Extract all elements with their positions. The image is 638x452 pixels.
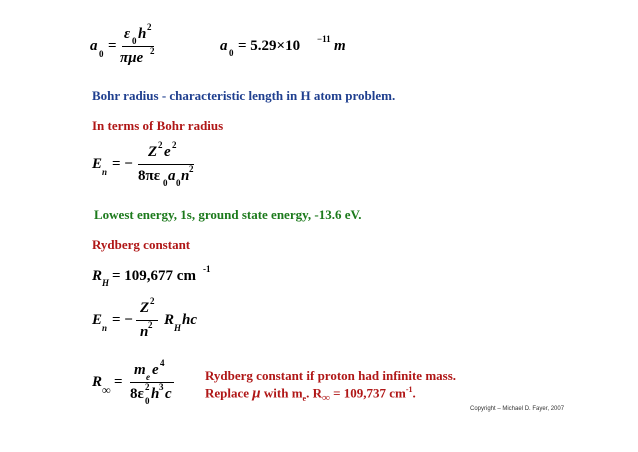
epsilon-symbol: ε bbox=[124, 26, 131, 42]
fraction-bar bbox=[138, 164, 194, 165]
rydberg-constant-value: R H = 109,677 cm -1 bbox=[92, 264, 211, 288]
rydberg-infinite-note-1: Rydberg constant if proton had infinite mass. bbox=[205, 368, 457, 383]
energy-equation-bohr: E n = − Z 2 e 2 8πε 0 a 0 n 2 bbox=[92, 140, 194, 188]
bohr-radius-equation: a 0 = ε 0 h 2 πμe 2 bbox=[90, 22, 155, 66]
terms-heading: In terms of Bohr radius bbox=[92, 118, 224, 133]
lowest-energy-note: Lowest energy, 1s, ground state energy, -13.6 eV. bbox=[94, 207, 362, 222]
fraction-bar bbox=[130, 382, 174, 383]
a0-symbol: a bbox=[90, 38, 98, 54]
rydberg-infinite-note-2: Replace μ with $m_e$. $R_\infty = 109,737$ $cm^{-1}$. bbox=[205, 385, 416, 404]
bohr-radius-value: a 0 = 5.29×10 −11 m bbox=[220, 34, 346, 58]
rydberg-infinite-equation: R ∞ = m e e 4 8ε 0 2 h 3 c bbox=[92, 360, 192, 406]
energy-equation-rydberg: E n = − Z 2 n 2 R H hc bbox=[92, 296, 197, 340]
fraction-bar bbox=[136, 320, 158, 321]
mu-symbol: μ bbox=[252, 385, 261, 402]
rydberg-heading: Rydberg constant bbox=[92, 237, 191, 252]
bohr-radius-description: Bohr radius - characteristic length in H atom problem. bbox=[92, 88, 396, 103]
copyright-notice: Copyright – Michael D. Fayer, 2007 bbox=[470, 406, 565, 412]
